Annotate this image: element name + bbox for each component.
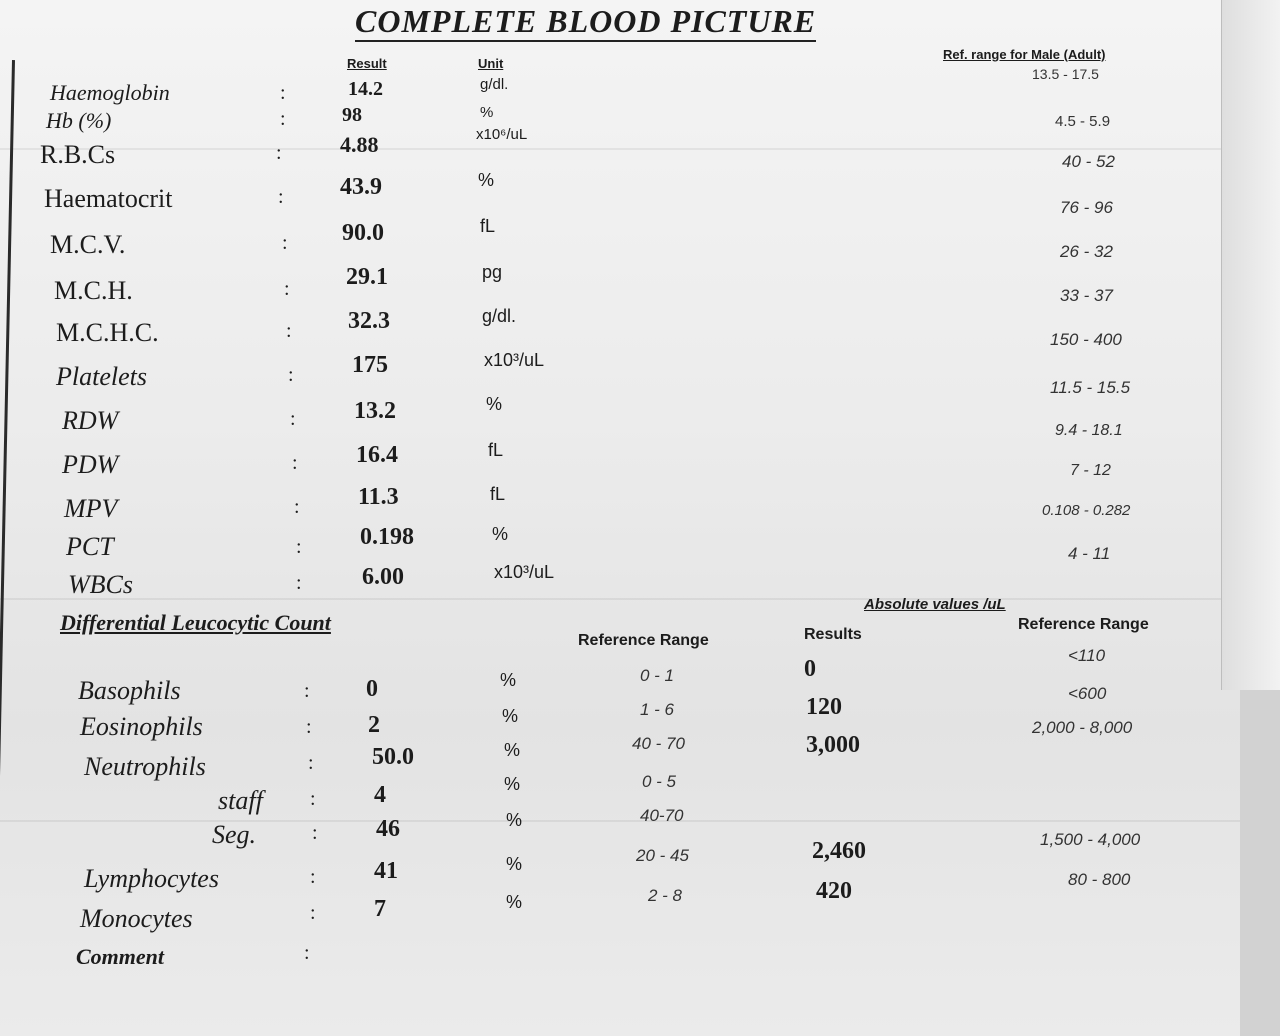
unit-column-header: Unit [478,56,504,71]
test-label: Hb (%) [46,108,112,133]
report-title: COMPLETE BLOOD PICTURE [355,2,816,42]
test-unit: % [492,524,509,544]
absolute-reference: 1,500 - 4,000 [1040,830,1141,849]
diff-reference: 0 - 5 [642,772,677,791]
test-label: RDW [62,406,119,435]
test-unit: pg [482,262,503,282]
paper-left-edge [0,60,15,1036]
test-label: R.B.Cs [40,140,116,169]
test-unit: g/dl. [480,76,509,93]
test-reference: 76 - 96 [1060,198,1113,217]
test-label: PCT [66,532,114,561]
diff-value: 50.0 [372,744,414,770]
colon-separator: : [286,320,292,342]
paper-fold [0,148,1240,150]
test-result: 0.198 [360,524,414,550]
absolute-result: 420 [816,878,852,904]
colon-separator: : [280,108,286,130]
test-result: 13.2 [354,398,396,424]
test-label: Haematocrit [44,184,173,213]
diff-results-header: Results [804,626,862,643]
colon-separator: : [312,822,318,844]
test-reference: 26 - 32 [1060,242,1113,261]
colon-separator: : [306,716,312,738]
test-result: 29.1 [346,264,388,290]
diff-label: Neutrophils [84,752,206,781]
absolute-values-title: Absolute values /uL [864,596,1006,613]
test-result: 175 [352,352,388,378]
diff-unit: % [504,774,521,794]
diff-label: Basophils [78,676,181,705]
test-reference: 40 - 52 [1062,152,1115,171]
absolute-reference: <600 [1068,684,1107,703]
absolute-result: 2,460 [812,838,866,864]
colon-separator: : [288,364,294,386]
test-result: 98 [342,104,362,126]
ref-range-column-header: Ref. range for Male (Adult) [943,47,1106,62]
test-reference: 4.5 - 5.9 [1055,113,1111,130]
test-result: 6.00 [362,564,404,590]
test-unit: g/dl. [482,306,517,326]
test-unit: % [480,104,494,121]
diff-value: 0 [366,676,378,702]
diff-label: Lymphocytes [84,864,219,893]
test-reference: 150 - 400 [1050,330,1122,349]
diff-unit: % [506,810,523,830]
test-label: M.C.H.C. [56,318,159,347]
absolute-reference: 80 - 800 [1068,870,1131,889]
absolute-reference: <110 [1068,646,1106,665]
abs-ref-range-header: Reference Range [1018,616,1149,633]
absolute-reference: 2,000 - 8,000 [1032,718,1133,737]
test-result: 11.3 [358,484,399,510]
comment-label: Comment [76,944,165,969]
colon-separator: : [296,536,302,558]
diff-reference: 1 - 6 [640,700,675,719]
test-reference: 9.4 - 18.1 [1055,422,1123,439]
test-result: 14.2 [348,78,383,100]
test-reference: 4 - 11 [1068,544,1111,563]
test-label: PDW [62,450,119,479]
diff-unit: % [506,892,523,912]
test-unit: % [478,170,495,190]
test-result: 43.9 [340,174,382,200]
test-unit: x10⁶/uL [476,126,528,143]
diff-ref-range-header: Reference Range [578,632,709,649]
diff-label: Monocytes [80,904,193,933]
test-reference: 11.5 - 15.5 [1050,378,1131,397]
colon-separator: : [310,902,316,924]
test-unit: % [486,394,503,414]
test-label: Platelets [56,362,147,391]
test-result: 32.3 [348,308,390,334]
colon-separator: : [304,942,310,964]
test-unit: x10³/uL [484,350,545,370]
diff-reference: 40-70 [640,806,684,825]
result-column-header: Result [347,56,387,71]
test-reference: 13.5 - 17.5 [1032,66,1099,82]
diff-unit: % [500,670,517,690]
test-label: Haemoglobin [50,80,170,105]
colon-separator: : [280,82,286,104]
test-result: 4.88 [340,132,379,157]
absolute-result: 120 [806,694,842,720]
colon-separator: : [290,408,296,430]
underlying-paper-slip [1221,0,1280,690]
diff-value: 41 [374,858,398,884]
diff-value: 4 [374,782,386,808]
paper-fold [0,820,1240,822]
colon-separator: : [276,142,282,164]
test-unit: fL [490,484,506,504]
colon-separator: : [304,680,310,702]
test-reference: 7 - 12 [1070,462,1111,479]
absolute-result: 0 [804,656,816,682]
diff-label: Eosinophils [80,712,203,741]
colon-separator: : [284,278,290,300]
diff-reference: 2 - 8 [648,886,683,905]
test-unit: x10³/uL [494,562,555,582]
test-label: MPV [64,494,118,523]
diff-value: 46 [376,816,400,842]
colon-separator: : [292,452,298,474]
test-label: WBCs [68,570,133,599]
test-label: M.C.H. [54,276,133,305]
diff-unit: % [502,706,519,726]
diff-unit: % [504,740,521,760]
test-reference: 0.108 - 0.282 [1042,502,1131,519]
diff-unit: % [506,854,523,874]
colon-separator: : [308,752,314,774]
colon-separator: : [296,572,302,594]
diff-reference: 0 - 1 [640,666,675,685]
diff-label: Seg. [212,820,257,849]
diff-value: 7 [374,896,386,922]
test-unit: fL [488,440,504,460]
paper-fold [0,598,1240,600]
colon-separator: : [294,496,300,518]
colon-separator: : [310,788,316,810]
diff-reference: 40 - 70 [632,734,685,753]
test-result: 16.4 [356,442,398,468]
test-result: 90.0 [342,220,384,246]
test-reference: 33 - 37 [1060,286,1113,305]
test-unit: fL [480,216,496,236]
diff-reference: 20 - 45 [636,846,689,865]
diff-label: staff [218,786,263,815]
colon-separator: : [278,186,284,208]
colon-separator: : [282,232,288,254]
test-label: M.C.V. [50,230,126,259]
absolute-result: 3,000 [806,732,860,758]
diff-value: 2 [368,712,380,738]
differential-title: Differential Leucocytic Count [60,610,331,635]
colon-separator: : [310,866,316,888]
